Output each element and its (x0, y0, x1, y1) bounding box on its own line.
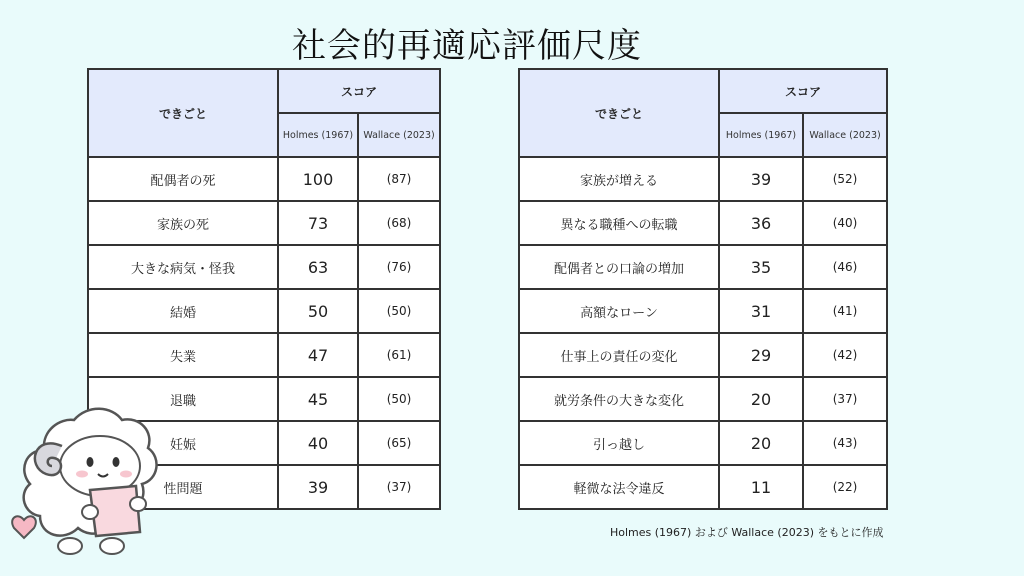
wallace-score-cell: (76) (358, 245, 440, 289)
holmes-score-cell: 100 (278, 157, 358, 201)
event-cell: 仕事上の責任の変化 (519, 333, 719, 377)
wallace-score-cell: (41) (803, 289, 887, 333)
heart-icon (12, 516, 36, 538)
table-row (519, 201, 887, 245)
wallace-score-cell: (37) (358, 465, 440, 509)
event-cell: 軽微な法令違反 (519, 465, 719, 509)
wallace-score-cell: (68) (358, 201, 440, 245)
table-row (88, 333, 440, 377)
holmes-score-cell: 63 (278, 245, 358, 289)
holmes-score-cell: 40 (278, 421, 358, 465)
event-cell: 配偶者の死 (88, 157, 278, 201)
hand (130, 497, 146, 511)
cheek (120, 471, 132, 478)
header-event: できごと (519, 69, 719, 157)
event-cell: 異なる職種への転職 (519, 201, 719, 245)
table-row (519, 245, 887, 289)
holmes-score-cell: 47 (278, 333, 358, 377)
header-wallace: Wallace (2023) (803, 113, 887, 157)
horn (35, 443, 62, 475)
wallace-score-cell: (50) (358, 289, 440, 333)
wallace-score-cell: (42) (803, 333, 887, 377)
wallace-score-cell: (50) (358, 377, 440, 421)
event-cell: 配偶者との口論の増加 (519, 245, 719, 289)
holmes-score-cell: 73 (278, 201, 358, 245)
table-row (88, 201, 440, 245)
event-cell: 引っ越し (519, 421, 719, 465)
holmes-score-cell: 36 (719, 201, 803, 245)
cheek (76, 471, 88, 478)
foot (100, 538, 124, 554)
table-row (519, 465, 887, 509)
event-cell: 妊娠 (88, 421, 278, 465)
event-cell: 結婚 (88, 289, 278, 333)
table-row (519, 333, 887, 377)
holmes-score-cell: 39 (719, 157, 803, 201)
table-row (519, 421, 887, 465)
table-row (519, 377, 887, 421)
holmes-score-cell: 35 (719, 245, 803, 289)
wallace-score-cell: (37) (803, 377, 887, 421)
event-cell: 失業 (88, 333, 278, 377)
wallace-score-cell: (40) (803, 201, 887, 245)
left-eye (87, 457, 94, 467)
header-event: できごと (88, 69, 278, 157)
event-cell: 高額なローン (519, 289, 719, 333)
table-row (88, 289, 440, 333)
header-score: スコア (719, 69, 887, 113)
holmes-score-cell: 20 (719, 377, 803, 421)
header-holmes: Holmes (1967) (719, 113, 803, 157)
table-row (88, 245, 440, 289)
table-row (519, 289, 887, 333)
table-row (519, 157, 887, 201)
table-row (88, 157, 440, 201)
wallace-score-cell: (46) (803, 245, 887, 289)
wallace-score-cell: (22) (803, 465, 887, 509)
wallace-score-cell: (65) (358, 421, 440, 465)
event-cell: 性問題 (88, 465, 278, 509)
wallace-score-cell: (43) (803, 421, 887, 465)
right-eye (113, 457, 120, 467)
holmes-score-cell: 39 (278, 465, 358, 509)
holmes-score-cell: 31 (719, 289, 803, 333)
holmes-score-cell: 20 (719, 421, 803, 465)
header-score: スコア (278, 69, 440, 113)
holmes-score-cell: 45 (278, 377, 358, 421)
holmes-score-cell: 11 (719, 465, 803, 509)
hand (82, 505, 98, 519)
event-cell: 家族が増える (519, 157, 719, 201)
header-wallace: Wallace (2023) (358, 113, 440, 157)
sheep-mascot-illustration (4, 400, 164, 560)
score-table-right (518, 68, 888, 510)
wallace-score-cell: (61) (358, 333, 440, 377)
event-cell: 家族の死 (88, 201, 278, 245)
header-holmes: Holmes (1967) (278, 113, 358, 157)
event-cell: 退職 (88, 377, 278, 421)
holmes-score-cell: 50 (278, 289, 358, 333)
wallace-score-cell: (52) (803, 157, 887, 201)
source-note: Holmes (1967) および Wallace (2023) をもとに作成 (610, 526, 884, 539)
event-cell: 大きな病気・怪我 (88, 245, 278, 289)
holmes-score-cell: 29 (719, 333, 803, 377)
event-cell: 就労条件の大きな変化 (519, 377, 719, 421)
page-title: 社会的再適応評価尺度 (292, 26, 642, 66)
foot (58, 538, 82, 554)
wallace-score-cell: (87) (358, 157, 440, 201)
